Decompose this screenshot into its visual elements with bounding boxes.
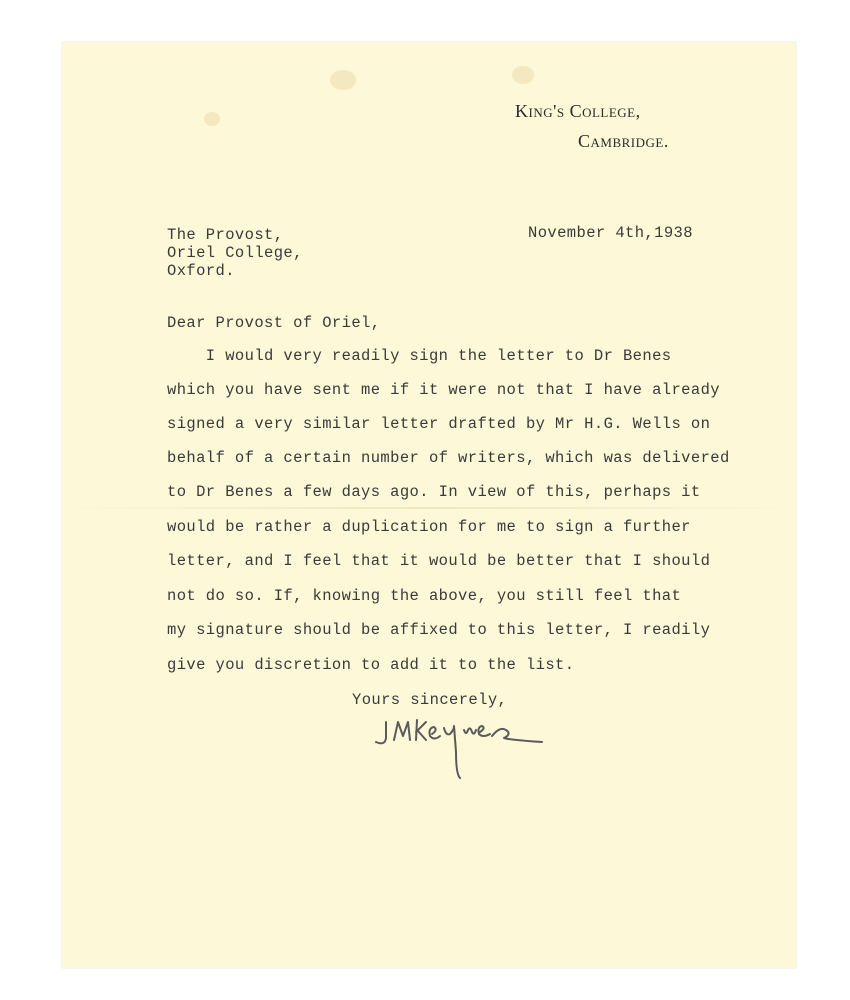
recipient-line: Oxford.: [167, 262, 235, 280]
body-line: letter, and I feel that it would be better that I should: [167, 552, 711, 570]
letterhead-city: Cambridge.: [578, 131, 669, 151]
body-line: not do so. If, knowing the above, you still feel that: [167, 587, 682, 605]
body-line: signed a very similar letter drafted by Mr H.G. Wells on: [167, 415, 711, 433]
paper-stain: [204, 112, 220, 126]
paper-fold: [62, 507, 796, 509]
recipient-line: Oriel College,: [167, 244, 303, 262]
recipient-line: The Provost,: [167, 226, 284, 244]
body-line: would be rather a duplication for me to sign a further: [167, 518, 691, 536]
body-line: behalf of a certain number of writers, which was delivered: [167, 449, 730, 467]
body-line: give you discretion to add it to the list.: [167, 656, 575, 674]
letter-paper: [62, 42, 796, 968]
body-line: my signature should be affixed to this letter, I readily: [167, 621, 711, 639]
body-line: I would very readily sign the letter to Dr Benes: [167, 347, 672, 365]
body-line: which you have sent me if it were not that I have already: [167, 381, 720, 399]
paper-stain: [330, 70, 356, 90]
letterhead-college: King's College,: [515, 101, 641, 121]
letter-date: November 4th,1938: [528, 224, 693, 242]
paper-stain: [512, 66, 534, 84]
closing: Yours sincerely,: [352, 691, 508, 709]
handwritten-signature: [372, 712, 552, 784]
salutation: Dear Provost of Oriel,: [167, 314, 381, 332]
body-line: to Dr Benes a few days ago. In view of this, perhaps it: [167, 483, 701, 501]
